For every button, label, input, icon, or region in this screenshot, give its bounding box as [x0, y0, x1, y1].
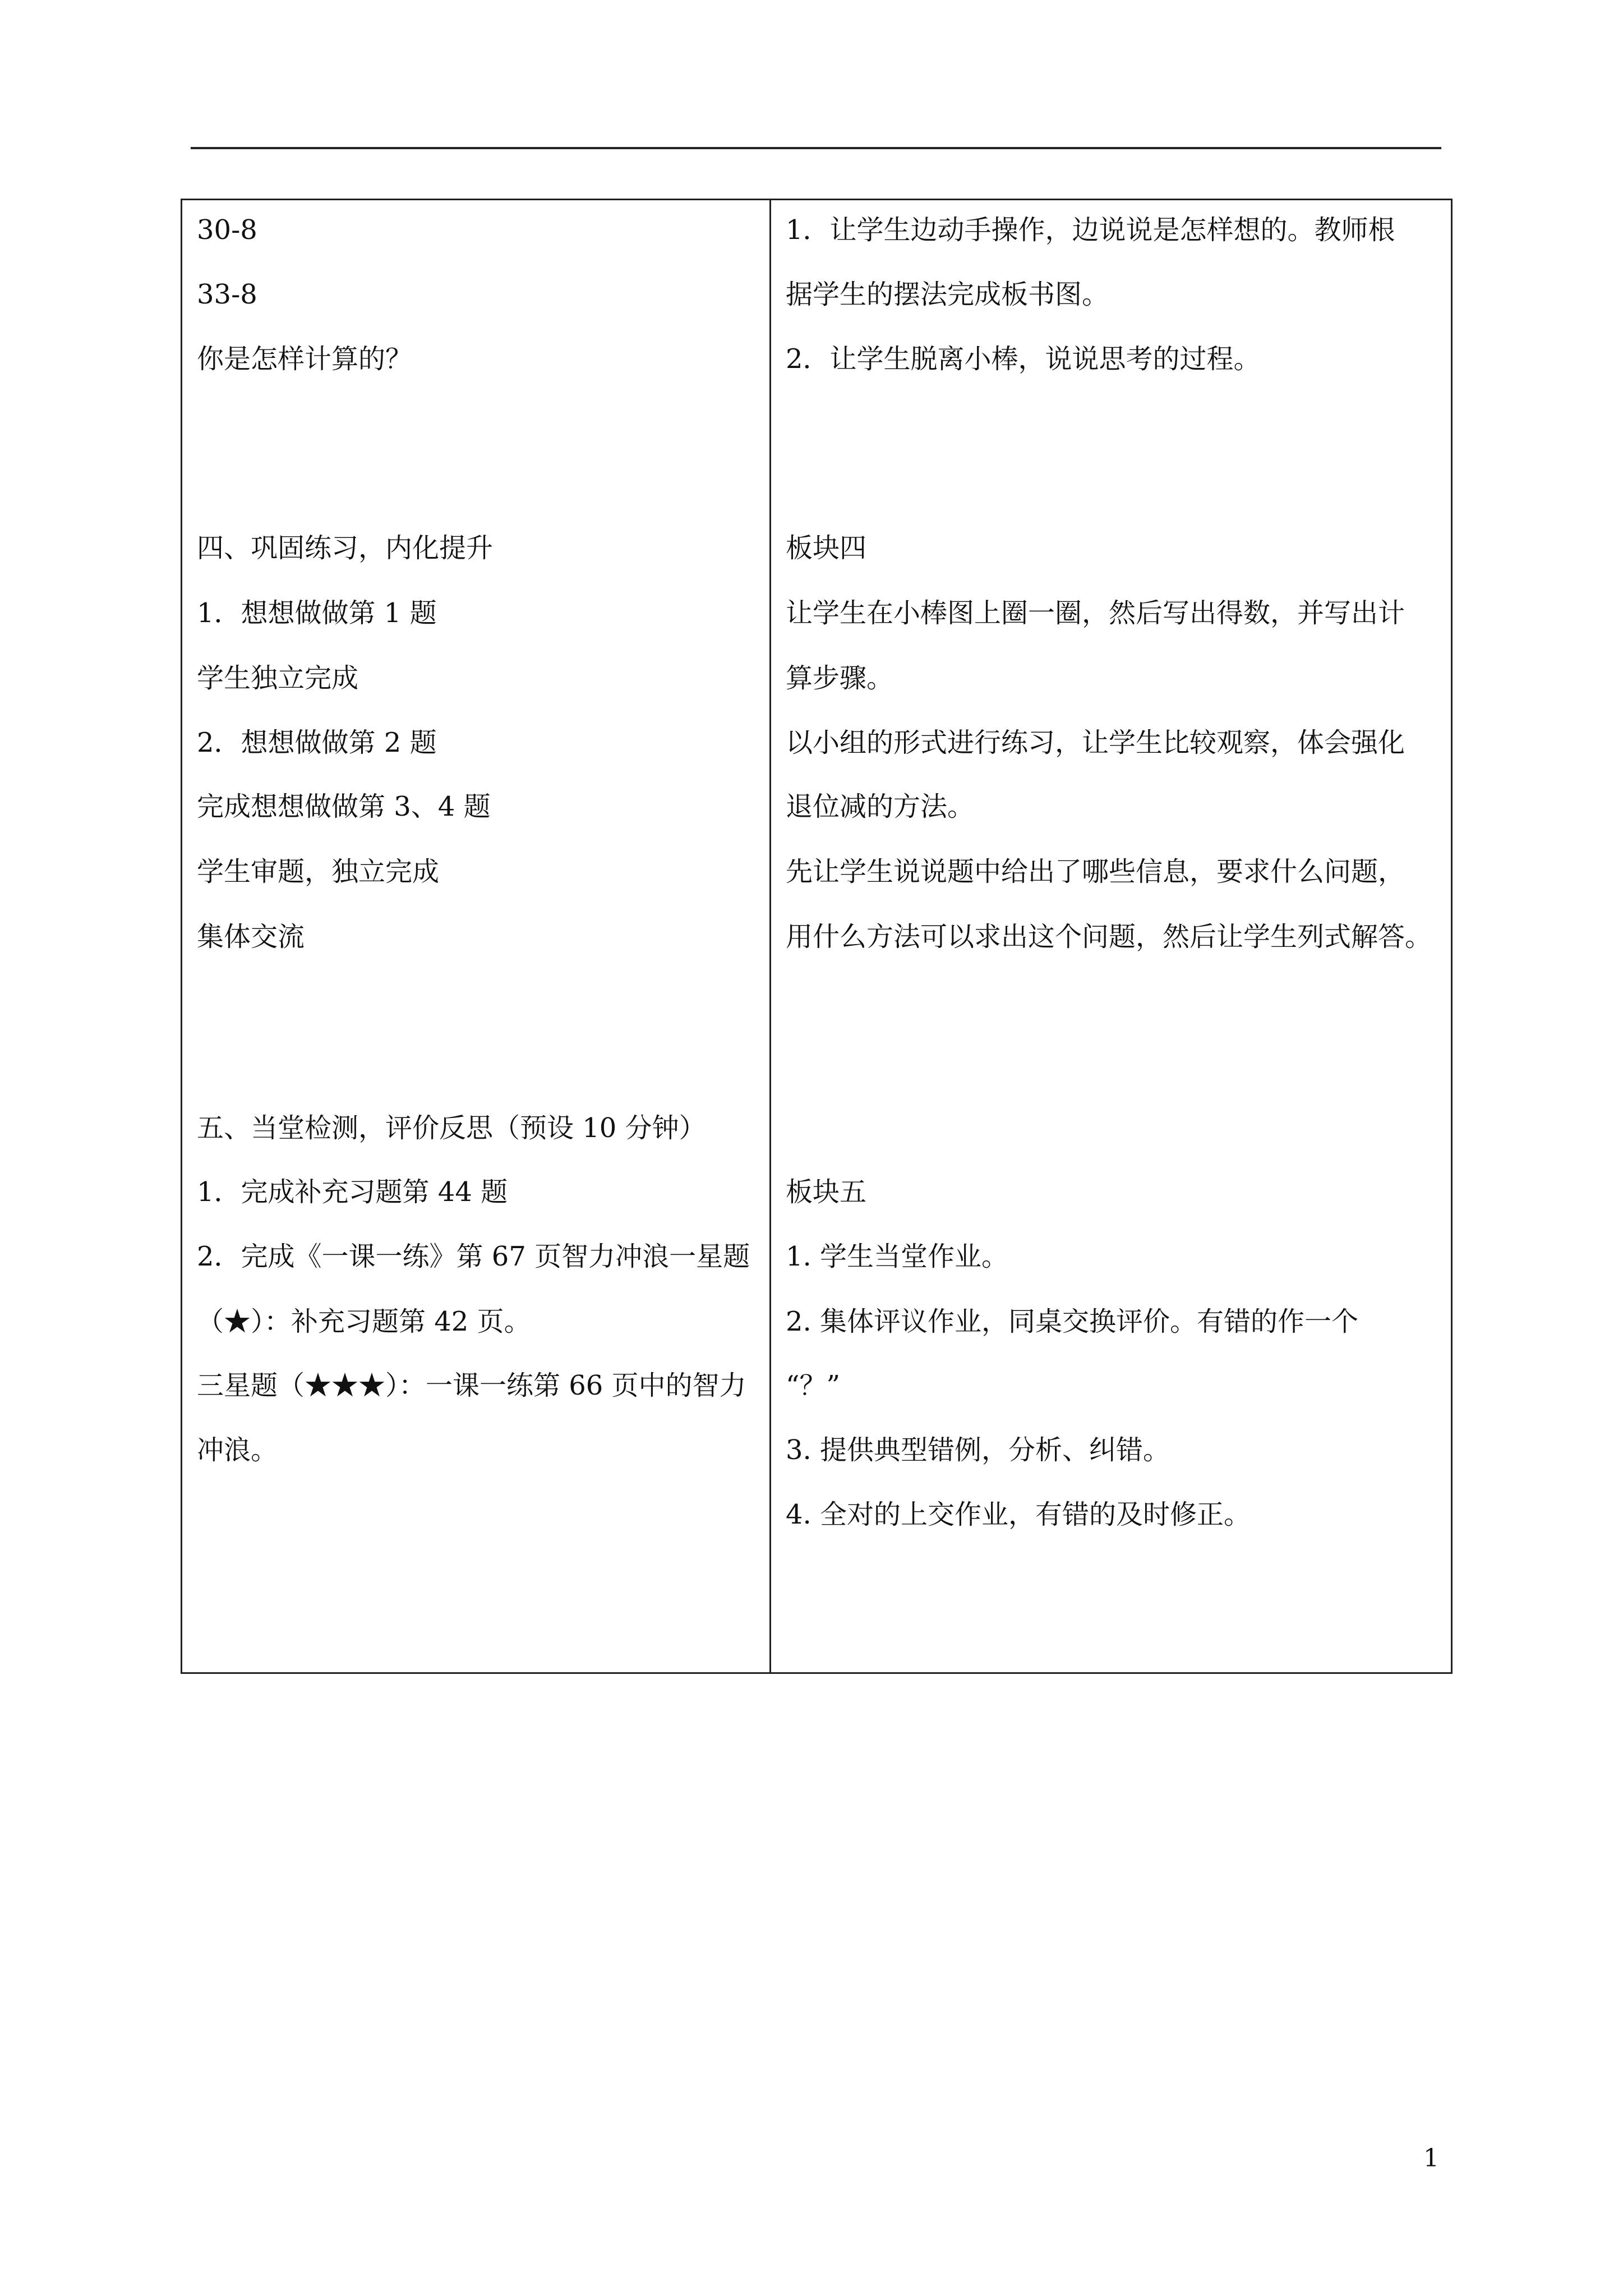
right-line: 2．让学生脱离小棒，说说思考的过程。: [786, 343, 1261, 375]
section-heading: 板块四: [786, 532, 867, 564]
right-line: “？”: [786, 1370, 841, 1401]
right-line: 算步骤。: [786, 662, 894, 694]
right-line: 以小组的形式进行练习，让学生比较观察，体会强化: [786, 727, 1405, 758]
right-line: 用什么方法可以求出这个问题，然后让学生列式解答。: [786, 921, 1432, 953]
right-line: 2. 集体评议作业，同桌交换评价。有错的作一个: [786, 1306, 1359, 1337]
left-line: 2．想想做做第 2 题: [197, 727, 437, 758]
right-line: 据学生的摆法完成板书图。: [786, 279, 1109, 310]
left-line: 33-8: [197, 279, 257, 310]
right-line: 1．让学生边动手操作，边说说是怎样想的。教师根: [786, 214, 1395, 246]
right-line: 4. 全对的上交作业，有错的及时修正。: [786, 1499, 1251, 1530]
left-line: 1．想想做做第 1 题: [197, 597, 437, 629]
lesson-table: [181, 199, 1453, 1674]
right-line: 让学生在小棒图上圈一圈，然后写出得数，并写出计: [786, 597, 1405, 629]
left-line: 三星题（★★★）：一课一练第 66 页中的智力: [197, 1370, 746, 1401]
left-line: 学生审题，独立完成: [197, 856, 440, 887]
header-rule: [191, 147, 1441, 149]
left-line: 30-8: [197, 214, 257, 246]
section-heading: 板块五: [786, 1176, 867, 1208]
left-line: 你是怎样计算的？: [197, 343, 413, 375]
left-line: 1．完成补充习题第 44 题: [197, 1176, 508, 1208]
guidance-column: [771, 200, 1451, 1672]
left-line: 冲浪。: [197, 1434, 278, 1466]
left-line: （★）：补充习题第 42 页。: [197, 1306, 531, 1337]
right-line: 1. 学生当堂作业。: [786, 1241, 1009, 1272]
section-heading: 四、巩固练习，内化提升: [197, 532, 494, 564]
left-line: 集体交流: [197, 921, 305, 953]
page-number: 1: [1423, 2144, 1439, 2173]
right-line: 3. 提供典型错例，分析、纠错。: [786, 1434, 1170, 1466]
section-heading: 五、当堂检测，评价反思（预设 10 分钟）: [197, 1112, 706, 1144]
activity-column: [182, 200, 771, 1672]
right-line: 退位减的方法。: [786, 791, 975, 822]
left-line: 学生独立完成: [197, 662, 359, 694]
right-line: 先让学生说说题中给出了哪些信息，要求什么问题，: [786, 856, 1405, 887]
left-line: 完成想想做做第 3、4 题: [197, 791, 491, 822]
left-line: 2．完成《一课一练》第 67 页智力冲浪一星题: [197, 1241, 750, 1272]
